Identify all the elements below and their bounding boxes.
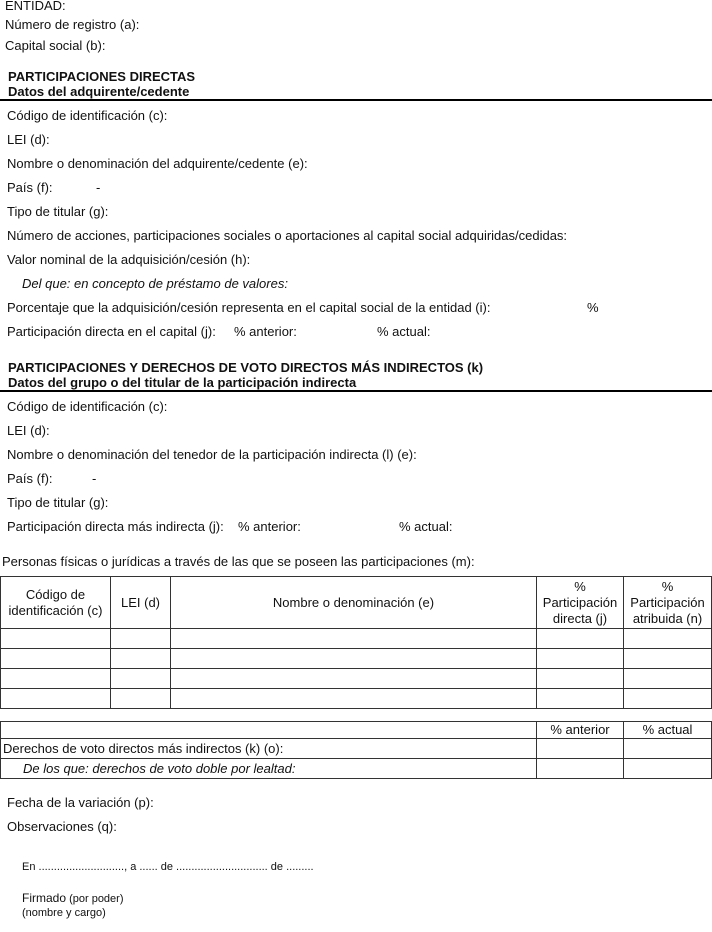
table-cell[interactable] — [111, 689, 171, 709]
direct-country-value: - — [96, 180, 101, 195]
indirect-country-value: - — [92, 471, 97, 486]
direct-curr-pct-label: % actual: — [377, 324, 431, 339]
direct-securities-loan-label: Del que: en concepto de préstamo de valores: — [22, 276, 288, 291]
voting-row-total — [1, 739, 712, 759]
indirect-name-label: Nombre o denominación del tenedor de la participación indirecta (l) (e): — [7, 447, 417, 462]
variation-date-label: Fecha de la variación (p): — [7, 795, 154, 810]
table-cell[interactable] — [624, 629, 712, 649]
table-cell[interactable] — [1, 669, 111, 689]
signed-note: (por poder) — [69, 893, 124, 905]
table-cell[interactable] — [537, 629, 624, 649]
place-date-line: En ............................, a ...... de .............................. de ......... — [22, 861, 314, 873]
table-cell[interactable] — [537, 669, 624, 689]
indirect-section-title: PARTICIPACIONES Y DERECHOS DE VOTO DIRECTOS MÁS INDIRECTOS (k) — [8, 360, 484, 375]
table-cell[interactable] — [171, 689, 537, 709]
direct-country-label: País (f): — [7, 180, 53, 195]
persons-table — [0, 576, 712, 709]
indirect-lei-label: LEI (d): — [7, 423, 50, 438]
signed-label: Firmado — [22, 891, 67, 905]
direct-stake-label: Participación directa en el capital (j): — [7, 324, 216, 339]
voting-header-empty — [1, 722, 537, 739]
name-role-label: (nombre y cargo) — [22, 907, 106, 919]
persons-intro: Personas físicas o jurídicas a través de las que se poseen las participaciones (m): — [2, 554, 475, 569]
table-cell[interactable] — [111, 649, 171, 669]
direct-section-title: PARTICIPACIONES DIRECTAS — [8, 69, 196, 84]
share-capital-label: Capital social (b): — [5, 38, 106, 53]
direct-lei-label: LEI (d): — [7, 132, 50, 147]
table-cell[interactable] — [1, 649, 111, 669]
direct-percentage-label: Porcentaje que la adquisición/cesión representa en el capital social de la entidad (i): — [7, 300, 491, 315]
table-cell[interactable] — [171, 669, 537, 689]
indirect-country-label: País (f): — [7, 471, 53, 486]
table-row — [1, 669, 712, 689]
indirect-curr-pct-label: % actual: — [399, 519, 453, 534]
voting-loyalty-prev[interactable] — [537, 759, 624, 779]
entity-label: ENTIDAD: — [5, 0, 66, 13]
col-prev-pct: % anterior — [537, 722, 624, 739]
table-cell[interactable] — [171, 649, 537, 669]
table-cell[interactable] — [624, 669, 712, 689]
table-cell[interactable] — [171, 629, 537, 649]
table-cell[interactable] — [537, 689, 624, 709]
col-name: Nombre o denominación (e) — [171, 577, 537, 629]
table-cell[interactable] — [1, 689, 111, 709]
direct-percent-sign: % — [587, 300, 599, 315]
voting-loyalty-curr[interactable] — [624, 759, 712, 779]
direct-name-label: Nombre o denominación del adquirente/cedente (e): — [7, 156, 308, 171]
table-cell[interactable] — [1, 629, 111, 649]
table-row — [1, 649, 712, 669]
registry-number-label: Número de registro (a): — [5, 17, 140, 32]
indirect-section-subtitle: Datos del grupo o del titular de la participación indirecta — [8, 375, 357, 390]
table-cell[interactable] — [624, 689, 712, 709]
voting-total-prev[interactable] — [537, 739, 624, 759]
direct-nominal-value-label: Valor nominal de la adquisición/cesión (h): — [7, 252, 251, 267]
voting-row-loyalty — [1, 759, 712, 779]
col-attributed-pct: % Participación atribuida (n) — [624, 577, 712, 629]
table-cell[interactable] — [537, 649, 624, 669]
persons-table-header — [1, 577, 712, 629]
voting-loyalty-label: De los que: derechos de voto doble por lealtad: — [1, 759, 537, 779]
table-row — [1, 689, 712, 709]
table-cell[interactable] — [111, 669, 171, 689]
col-id-code: Código de identificación (c) — [1, 577, 111, 629]
voting-table-header — [1, 722, 712, 739]
indirect-section-rule — [0, 390, 712, 392]
voting-total-label: Derechos de voto directos más indirectos (k) (o): — [1, 739, 537, 759]
direct-section-subtitle: Datos del adquirente/cedente — [8, 84, 190, 99]
table-cell[interactable] — [624, 649, 712, 669]
direct-id-code-label: Código de identificación (c): — [7, 108, 168, 123]
direct-shares-count-label: Número de acciones, participaciones sociales o aportaciones al capital social adquiridas/cedidas: — [7, 228, 568, 243]
voting-total-curr[interactable] — [624, 739, 712, 759]
observations-label: Observaciones (q): — [7, 819, 117, 834]
indirect-id-code-label: Código de identificación (c): — [7, 399, 168, 414]
direct-prev-pct-label: % anterior: — [234, 324, 297, 339]
col-direct-pct: % Participación directa (j) — [537, 577, 624, 629]
voting-rights-table — [0, 721, 712, 779]
signature-line — [22, 891, 124, 905]
table-cell[interactable] — [111, 629, 171, 649]
direct-holder-type-label: Tipo de titular (g): — [7, 204, 109, 219]
col-lei: LEI (d) — [111, 577, 171, 629]
indirect-stake-label: Participación directa más indirecta (j): — [7, 519, 224, 534]
table-row — [1, 629, 712, 649]
indirect-holder-type-label: Tipo de titular (g): — [7, 495, 109, 510]
indirect-prev-pct-label: % anterior: — [238, 519, 301, 534]
direct-section-rule — [0, 99, 712, 101]
col-curr-pct: % actual — [624, 722, 712, 739]
